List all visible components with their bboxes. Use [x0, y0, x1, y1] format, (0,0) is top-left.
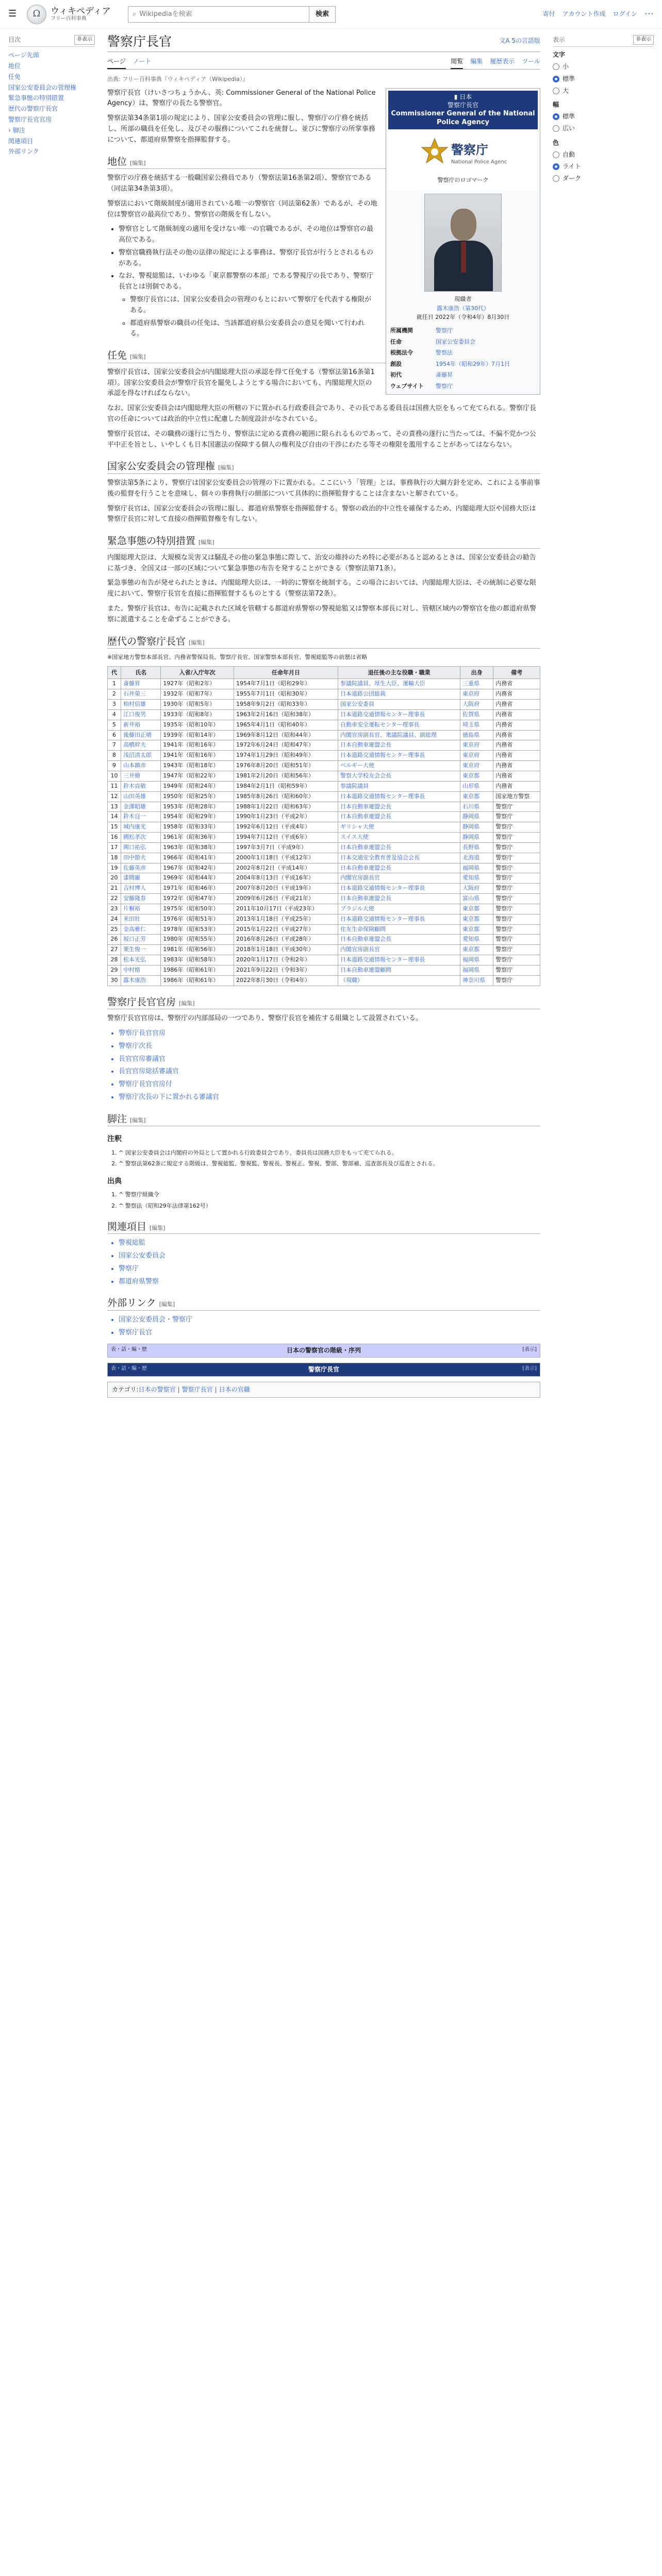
toc-hide-button[interactable]: 非表示: [74, 35, 95, 45]
emergency-para: また、警察庁長官は、布告に記載された区域を管轄する都道府県警察の警視総監又は警察本部長に対し、管轄区域内の警察官を他の都道府県警察に派遣することを命ずることができる。: [107, 605, 537, 623]
toc-item[interactable]: 任免: [8, 73, 21, 80]
infobox-row: 根拠法令 警察法: [390, 349, 453, 357]
radio-icon: [553, 76, 559, 82]
page-title: 警察庁長官: [107, 33, 540, 52]
personal-tools: [543, 9, 654, 19]
radio-icon: [553, 175, 559, 182]
table-row: 29 中村格 1986年（昭和61年） 2021年9月22日（令和3年） 日本自動車連盟顧問 福岡県 警察庁: [108, 965, 540, 976]
appoint-para: 警察庁長官は、その職務の遂行に当たり、警察法に定める責務の範囲に限られるものであって、その責務の遂行に当たっては、不偏不党かつ公平中正を旨とし、いやしくも日本国憲法の保障する個人の権利及び自由の干渉にわたる等その権限を濫用することがあってはならない。: [107, 430, 536, 449]
office-para: 警察庁長官官房は、警察庁の内部部局の一つであり、警察庁長官を補佐する組織として設置されている。: [107, 1014, 423, 1023]
table-row: 2 石井榮三 1932年（昭和7年） 1955年7月1日（昭和30年） 日本道路公団総裁 東京府 内務省: [108, 689, 540, 700]
table-row: 17 関口祐弘 1963年（昭和38年） 1997年3月7日（平成9年） 日本自動車連盟会長 長野県 警察庁: [108, 842, 540, 853]
radio-option[interactable]: 標準: [553, 73, 654, 85]
list-item[interactable]: • 警察庁長官官房: [119, 1028, 540, 1039]
top-link[interactable]: ･･･: [644, 10, 654, 18]
notes-subheading: 注釈: [107, 1135, 122, 1144]
list-item[interactable]: • 警察庁次長: [119, 1041, 540, 1052]
language-button[interactable]: 文A 5の言語版: [499, 37, 540, 44]
tab[interactable]: ツール: [522, 57, 540, 65]
status-para: 警察庁の庁務を統括する一般職国家公務員であり（警察法第16条第2項）、警察官である（同法第34条第3項）。: [107, 174, 372, 193]
list-note: ※国家地方警察本部長官、内務省警保局長、警察庁長官、国家警察本部長官、警視総監等の前歴は省略: [107, 654, 368, 661]
portrait-photo[interactable]: [424, 194, 502, 292]
radio-option[interactable]: 標準: [553, 111, 654, 123]
table-row: 18 田中節夫 1966年（昭和41年） 2000年1月18日（平成12年） 日本交通安全教育普及協会会長 北海道 警察庁: [108, 853, 540, 863]
edit-link[interactable]: [編集]: [179, 999, 195, 1007]
radio-option[interactable]: ダーク: [553, 173, 654, 184]
table-row: 6 後藤田正晴 1939年（昭和14年） 1969年8月12日（昭和44年） 内閣官房副長官、衆議院議員、副総理 徳島県 内務省: [108, 730, 540, 740]
reference: 2. ^ 警察法（昭和29年法律第162号）: [119, 1201, 540, 1211]
top-link[interactable]: ログイン: [613, 10, 637, 18]
appoint-para: 警察庁長官は、国家公安委員会が内閣総理大臣の承認を得て任免する（警察法第16条第1項）。国家公安委員会が警察庁長官を罷免しようとする場合においても、内閣総理大臣の承認を得なければならない。: [107, 368, 375, 398]
wiki-logo[interactable]: [27, 5, 111, 24]
svg-text:National Police Agency: National Police Agency: [451, 159, 507, 165]
search-icon: ⌕: [133, 10, 137, 18]
list-item[interactable]: • 長官官房審議官: [119, 1054, 540, 1065]
section-heading-office: 警察庁長官官房 [編集]: [107, 995, 540, 1010]
list-item[interactable]: • 長官官房総括審議官: [119, 1066, 540, 1077]
section-heading-emergency: 緊急事態の特別措置 [編集]: [107, 534, 540, 549]
list-item: • 警察官職務執行法その他の法律の規定による事務は、警察庁長官が行うとされるものがある。: [119, 248, 540, 269]
section-heading-list: 歴代の警察庁長官 [編集]: [107, 635, 540, 649]
appearance-panel: [553, 35, 654, 184]
site-header: [0, 0, 662, 29]
edit-link[interactable]: [編集]: [150, 1224, 166, 1231]
infobox: ▮ 日本 警察庁長官 Commissioner General of the National Police Agency 警察庁 National Police Agency 警察庁のロゴマーク 現職者 露木康浩（第30代） 就任日 2022年（令和4年）8月30日 所属機関 警察庁 任命 国家公安委員会 根拠法令 警察法 創設 1954年（昭和29年）7月1日 初代 斎藤昇 ウェブサイト 警察庁: [386, 88, 540, 395]
infobox-row: 創設 1954年（昭和29年）7月1日: [390, 360, 510, 367]
footnote: 2. ^ 警察法第62条に規定する階級は、警視総監、警視監、警視長、警視正、警視、警部、警部補、巡査部長及び巡査とされる。: [119, 1159, 540, 1168]
wiki-tagline: フリー百科事典: [51, 16, 87, 22]
category-links: カテゴリ:日本の警察官 | 警察庁長官 | 日本の官職: [107, 1382, 540, 1398]
search-form: [128, 6, 336, 23]
person-role: 現職者: [454, 296, 472, 303]
control-para: 警察庁長官は、国家公安委員会の管理に服し、都道府県警察を指揮監督する。警察の政治的中立性を確保するため、内閣総理大臣や国務大臣は警察庁長官に対して直接の指揮監督権を有しない。: [107, 504, 536, 523]
infobox-en: Commissioner General of the National Police Agency: [391, 109, 535, 127]
table-of-contents: [8, 35, 95, 157]
navbox: 表・話・編・歴 日本の警察官の階級・序列 [表示]: [107, 1344, 540, 1358]
list-item[interactable]: • 警視総監: [119, 1238, 540, 1249]
column-header: 代: [108, 666, 121, 679]
edit-link[interactable]: [編集]: [159, 1301, 175, 1308]
control-para: 警察法第5条により、警察庁は国家公安委員会の管理の下に置かれる。ここにいう「管理」とは、事務執行の大綱方針を定め、これによる事前事後の監督を行うことを意味し、個々の事務執行の細部について具体的に指揮監督することは含まないと解されている。: [107, 479, 540, 498]
infobox-row: 初代 斎藤昇: [390, 371, 453, 379]
table-row: 30 露木康浩 1986年（昭和61年） 2022年8月30日（令和4年） （現職） 神奈川県 警察庁: [108, 975, 540, 986]
radio-icon: [553, 113, 559, 120]
radio-option[interactable]: 自動: [553, 149, 654, 161]
infobox-row: ウェブサイト 警察庁: [390, 382, 453, 389]
section-heading-related: 関連項目 [編集]: [107, 1220, 540, 1234]
edit-link[interactable]: [編集]: [130, 1116, 146, 1124]
list-item[interactable]: • 都道府県警察: [119, 1277, 540, 1287]
table-row: 23 片桐裕 1975年（昭和50年） 2011年10月17日（平成23年） ブラジル大使 東京都 警察庁: [108, 904, 540, 914]
police-emblem-icon: [419, 132, 507, 173]
radio-option[interactable]: 大: [553, 85, 654, 97]
emblem-caption: 警察庁のロゴマーク: [437, 176, 489, 183]
table-row: 26 坂口正芳 1980年（昭和55年） 2016年8月26日（平成28年） 日本自動車連盟会長 愛知県 警察庁: [108, 935, 540, 945]
table-row: 24 米田壯 1976年（昭和51年） 2013年1月18日（平成25年） 日本道路交通情報センター理事長 東京都 警察庁: [108, 914, 540, 924]
infobox-org: 警察庁長官: [447, 101, 478, 109]
emergency-para: 内閣総理大臣は、大規模な災害又は騒乱その他の緊急事態に際して、治安の維持のため特に必要があると認めるときは、国家公安委員会の勧告に基づき、全国又は一部の区域について緊急事態の布告を発することができる（警察法第71条）。: [107, 553, 536, 572]
table-row: 7 高橋幹夫 1941年（昭和16年） 1972年6月24日（昭和47年） 日本自動車連盟会長 東京府 内務省: [108, 740, 540, 751]
table-row: 21 吉村博人 1971年（昭和46年） 2007年8月20日（平成19年） 日本道路交通情報センター理事長 大阪府 警察庁: [108, 884, 540, 894]
radio-icon: [553, 125, 559, 132]
toc-item[interactable]: ページ先頭: [8, 52, 39, 59]
table-row: 20 漆間巌 1969年（昭和44年） 2004年8月13日（平成16年） 内閣官房副長官 愛知県 警察庁: [108, 873, 540, 884]
flag-icon: ▮: [454, 93, 460, 100]
table-row: 25 金高雅仁 1978年（昭和53年） 2015年1月22日（平成27年） 住友生命保険顧問 東京都 警察庁: [108, 924, 540, 935]
list-item[interactable]: • 警察庁: [119, 1264, 540, 1275]
table-row: 15 城内康光 1958年（昭和33年） 1992年6月12日（平成4年） ギリシャ大使 静岡県 警察庁: [108, 822, 540, 833]
site-sub: 出典: フリー百科事典『ウィキペディア（Wikipedia）』: [107, 75, 249, 82]
table-row: 1 斎藤昇 1927年（昭和2年） 1954年7月1日（昭和29年） 参議院議員、厚生大臣、運輸大臣 三重県 内務省: [108, 679, 540, 689]
reference: 1. ^ 警察庁組織令: [119, 1190, 540, 1199]
column-header: 任命年月日: [234, 666, 338, 679]
edit-link[interactable]: [編集]: [130, 159, 146, 166]
text-size-label: 文字: [553, 51, 566, 59]
wiki-name: ウィキペディア: [51, 6, 111, 16]
table-row: 5 新井裕 1935年（昭和10年） 1965年4月1日（昭和40年） 自動車安全運転センター理事長 埼玉県 内務省: [108, 720, 540, 730]
column-header: 備考: [493, 666, 540, 679]
section-heading-control: 国家公安委員会の管理権 [編集]: [107, 460, 540, 474]
vte-links[interactable]: 表・話・編・歴: [111, 1365, 147, 1371]
navbox-toggle[interactable]: [表示]: [522, 1365, 537, 1371]
radio-option[interactable]: 広い: [553, 123, 654, 134]
list-item: • 警察官として階級制度の適用を受けない唯一の官職であるが、その地位は警察官の最高位である。: [119, 224, 540, 246]
section-heading-external: 外部リンク [編集]: [107, 1296, 540, 1311]
edit-link[interactable]: [編集]: [189, 639, 205, 646]
infobox-row: 任命 国家公安委員会: [390, 338, 475, 345]
list-item[interactable]: • 警察庁次長の下に置かれる審議官: [119, 1092, 540, 1103]
tab[interactable]: ページ: [107, 55, 126, 69]
list-item[interactable]: • 国家公安委員会・警察庁: [119, 1315, 540, 1326]
width-label: 幅: [553, 100, 559, 108]
list-item[interactable]: • 警察庁長官: [119, 1328, 540, 1338]
tab[interactable]: ノート: [133, 57, 152, 65]
section-heading-appoint: 任免 [編集]: [107, 349, 540, 363]
category-link[interactable]: 日本の警察官: [138, 1385, 176, 1393]
vte-links[interactable]: 表・話・編・歴: [111, 1346, 147, 1352]
appearance-hide-button[interactable]: 非表示: [633, 35, 654, 45]
footnote: 1. ^ 国家公安委員会は内閣府の外局として置かれる行政委員会であり、委員長は国務大臣をもって充てられる。: [119, 1148, 540, 1158]
table-row: 13 金澤昭雄 1953年（昭和28年） 1988年1月22日（昭和63年） 日本自動車連盟会長 石川県 警察庁: [108, 802, 540, 812]
table-row: 9 山本鎮彦 1943年（昭和18年） 1976年8月20日（昭和51年） ベルギー大使 東京府 内務省: [108, 761, 540, 771]
category-link[interactable]: 日本の官職: [219, 1385, 250, 1393]
main-content: [107, 33, 540, 1398]
intro-para: 警察庁長官（けいさつちょうかん、英: Commissioner General of the National Police Agency）は、警察庁の長たる警察官。: [107, 89, 376, 108]
globe-icon: Ω: [27, 5, 46, 24]
search-input[interactable]: ⌕ Wikipediaを検索: [128, 6, 309, 23]
color-label: 色: [553, 139, 559, 146]
page-tabs: [107, 55, 540, 70]
radio-option[interactable]: ライト: [553, 161, 654, 173]
section-heading-notes: 脚注 [編集]: [107, 1112, 540, 1127]
refs-subheading: 出典: [107, 1177, 122, 1186]
top-link[interactable]: 寄付: [542, 10, 555, 18]
toc-item[interactable]: 歴代の警察庁長官: [8, 105, 58, 113]
table-row: 10 三井脩 1947年（昭和22年） 1981年2月20日（昭和56年） 警察大学校友会会長 東京都 内務省: [108, 771, 540, 781]
radio-icon: [553, 151, 559, 158]
list-item: ◦ 都道府県警察の職員の任免は、当該都道府県公安委員会の意見を聞いて行われる。: [130, 318, 540, 340]
table-row: 3 柏村信雄 1930年（昭和5年） 1958年9月2日（昭和33年） 国家公安委員 大阪府 内務省: [108, 700, 540, 710]
search-button[interactable]: 検索: [309, 6, 336, 23]
edit-link[interactable]: [編集]: [198, 539, 214, 546]
toc-item[interactable]: 地位: [8, 62, 21, 70]
commissioners-table: [107, 666, 540, 986]
list-item[interactable]: • 警察庁長官官房付: [119, 1079, 540, 1090]
table-row: 8 浅沼清太郎 1941年（昭和16年） 1974年1月29日（昭和49年） 日本道路交通情報センター理事長 東京府 内務省: [108, 751, 540, 761]
column-header: 氏名: [121, 666, 161, 679]
top-link[interactable]: アカウント作成: [562, 10, 606, 18]
infobox-table: [388, 325, 538, 392]
list-item: ◦ 警察庁長官には、国家公安委員会の管理のもとにおいて警察庁を代表する権限がある。: [130, 295, 540, 316]
radio-icon: [553, 88, 559, 94]
table-row: 11 鈴木貞敏 1949年（昭和24年） 1984年2月1日（昭和59年） 参議院議員 山形県 内務省: [108, 781, 540, 791]
infobox-row: 所属機関 警察庁: [390, 327, 453, 334]
person-since: 就任日 2022年（令和4年）8月30日: [416, 314, 510, 321]
radio-option[interactable]: 小: [553, 61, 654, 73]
toc-item[interactable]: › 脚注: [8, 125, 95, 136]
table-row: 4 江口俊男 1933年（昭和8年） 1963年2月16日（昭和38年） 日本道路交通情報センター理事長 佐賀県 内務省: [108, 709, 540, 720]
toc-item[interactable]: 警察庁長官官房: [8, 115, 52, 123]
tab[interactable]: 閲覧: [451, 55, 463, 69]
column-header: 出身: [460, 666, 493, 679]
toc-item[interactable]: 緊急事態の特別措置: [8, 94, 64, 102]
table-row: 14 鈴木良一 1954年（昭和29年） 1990年1月23日（平成2年） 日本自動車連盟会長 静岡県 警察庁: [108, 812, 540, 822]
column-header: 入省/入庁年次: [161, 666, 234, 679]
appearance-heading: 表示: [553, 36, 566, 43]
radio-icon: [553, 63, 559, 70]
section-heading-status: 地位 [編集]: [107, 155, 540, 170]
hamburger-icon[interactable]: ☰: [8, 8, 17, 20]
toc-item[interactable]: 国家公安委員会の管理権: [8, 83, 77, 91]
toc-heading: 目次: [8, 36, 21, 43]
column-header: 退任後の主な役職・職業: [338, 666, 460, 679]
emergency-para: 緊急事態の布告が発せられたときは、内閣総理大臣は、一時的に警察を統制する。この場合においては、内閣総理大臣は、その統制に必要な限度において、警察庁長官を直接に指揮監督するものとする（警察法第72条）。: [107, 579, 537, 598]
tab[interactable]: 編集: [470, 57, 483, 65]
tab[interactable]: 履歴表示: [490, 57, 515, 65]
toc-item[interactable]: 関連項目: [8, 137, 34, 145]
appoint-para: なお、国家公安委員会は内閣総理大臣の所轄の下に置かれる行政委員会であり、その長である委員長は国務大臣をもって充てられる。警察庁長官の任命については政治的中立性に配慮した制度設計がなされている。: [107, 404, 537, 423]
emblem-image[interactable]: [388, 129, 538, 191]
navbox: 表・話・編・歴 警察庁長官 [表示]: [107, 1363, 540, 1377]
intro-para: 警察法第34条第1項の規定により、国家公安委員会の管理に服し、警察庁の庁務を統括し、所部の職員を任免し、及びその服務についてこれを統督し、並びに警察庁の所掌事務について、都道府県警察を指揮監督する。: [107, 114, 375, 144]
category-link[interactable]: 警察庁長官: [181, 1385, 213, 1393]
status-para: 警察法において階級制度が適用されている唯一の警察官（同法第62条）であるが、その地位は警察官の最高位であり、警察官の階級を有しない。: [107, 199, 377, 218]
svg-text:警察庁: 警察庁: [451, 142, 488, 157]
edit-link[interactable]: [編集]: [130, 353, 146, 361]
table-row: 12 山田英雄 1950年（昭和25年） 1985年8月26日（昭和60年） 日本道路交通情報センター理事長 東京都 国家地方警察: [108, 791, 540, 802]
table-row: 16 國松孝次 1961年（昭和36年） 1994年7月12日（平成6年） スイス大使 静岡県 警察庁: [108, 833, 540, 843]
table-row: 22 安藤隆春 1972年（昭和47年） 2009年6月26日（平成21年） 日本自動車連盟会長 富山県 警察庁: [108, 894, 540, 904]
person-name[interactable]: 露木康浩（第30代）: [437, 304, 489, 312]
table-row: 19 佐藤英彦 1967年（昭和42年） 2002年8月2日（平成14年） 日本自動車連盟会長 福岡県 警察庁: [108, 863, 540, 873]
table-row: 28 松本光弘 1983年（昭和58年） 2020年1月17日（令和2年） 日本道路交通情報センター理事長 福岡県 警察庁: [108, 955, 540, 965]
list-item[interactable]: • 国家公安委員会: [119, 1251, 540, 1262]
navbox-toggle[interactable]: [表示]: [522, 1346, 537, 1352]
edit-link[interactable]: [編集]: [218, 464, 234, 471]
radio-icon: [553, 163, 559, 170]
list-item: なお、警視総監は、いわゆる「東京都警察の本部」である警視庁の長であり、警察庁長官とは別個である。: [119, 272, 374, 291]
toc-item[interactable]: 外部リンク: [8, 148, 39, 156]
table-row: 27 栗生俊一 1981年（昭和56年） 2018年1月18日（平成30年） 内閣官房副長官 東京都 警察庁: [108, 945, 540, 955]
